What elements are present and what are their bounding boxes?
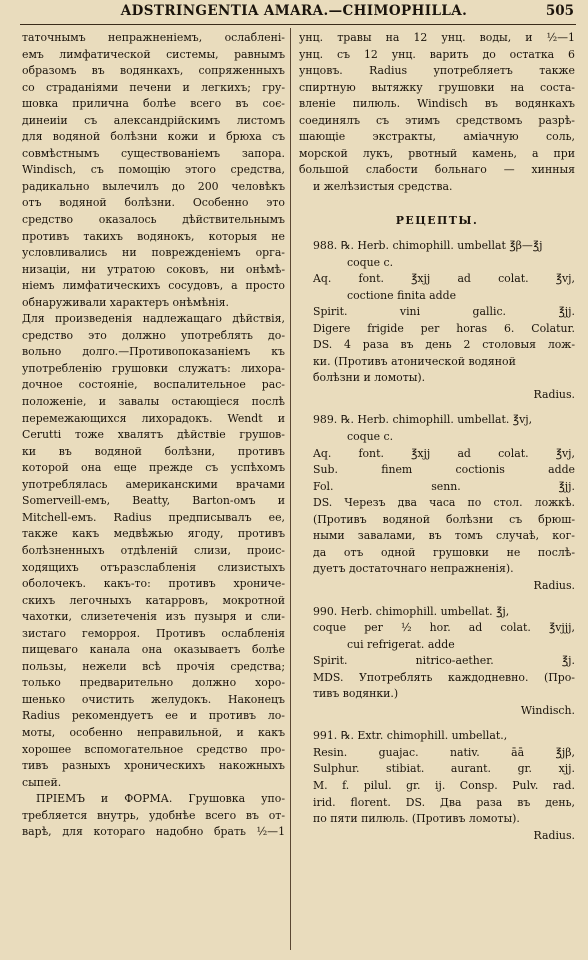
- recipe-line: Digere frigide per horas 6. Colatur.: [313, 321, 575, 335]
- text-line: требляется внутрь, удобнѣе всего въ от-: [22, 808, 285, 822]
- recipe-line: Spirit. nitrico-aether. ℥j.: [313, 654, 575, 668]
- recipe-author: Radius.: [533, 578, 575, 592]
- text-line: динеиiи съ александрiйскимъ листомъ: [22, 113, 285, 127]
- recipe-line: 991. ℞. Extr. chimophill. umbellat.,: [313, 729, 508, 743]
- text-line: моты, особенно неправильной, и какъ: [22, 725, 285, 739]
- recipe-line: 990. Herb. chimophill. umbellat. ℥j,: [313, 604, 510, 618]
- recipe-line: Spirit. vini gallic. ℥jj.: [313, 305, 575, 319]
- recipe-line: coque c.: [347, 255, 394, 269]
- text-line: большой слабости больнаго — хинныя: [299, 163, 575, 177]
- text-line: соединялъ съ этимъ средствомъ разрѣ-: [299, 113, 575, 127]
- recipe-line: Resin. guajac. nativ. āā ℥jβ,: [313, 745, 575, 759]
- running-header: [0, 3, 588, 23]
- recipe-line: дуетъ достаточнаго непражненiя).: [313, 562, 514, 576]
- recipe-author: Windisch.: [520, 703, 575, 717]
- recipe-line: irid. florent. DS. Два раза въ день,: [313, 795, 575, 809]
- recipe-line: ными завалами, въ томъ случаѣ, ког-: [313, 529, 575, 543]
- text-line: пищеваго канала она оказываетъ болѣе: [22, 643, 285, 657]
- text-line: средство это должно употреблять до-: [22, 328, 285, 342]
- recipe-line: ки. (Противъ атонической водяной: [313, 354, 516, 368]
- text-line: тивъ разныхъ хроническихъ накожныхъ: [22, 759, 285, 773]
- left-column: [22, 30, 285, 841]
- recipe-block: [299, 728, 575, 844]
- text-line: варѣ, для котораго надобно брать ½—1: [22, 825, 285, 839]
- recipe-block: [299, 604, 575, 720]
- recipe-line: Aq. font. ℥xjj ad colat. ℥vj,: [313, 446, 575, 460]
- recipe-line: болѣзни и ломоты).: [313, 371, 426, 385]
- text-line: шающiе экстракты, амiачную соль,: [299, 130, 575, 144]
- recipe-line: DS. Черезъ два часа по стол. ложкѣ.: [313, 496, 575, 510]
- spacer: [299, 719, 575, 728]
- text-line: спиртную вытяжку грушовки на соста-: [299, 80, 575, 94]
- recipe-line: Fol. senn. ℥jj.: [313, 479, 575, 493]
- text-line: сыпей.: [22, 775, 62, 789]
- recipe-line: Sub. finem coctionis adde: [313, 463, 575, 477]
- spacer: [299, 844, 575, 853]
- text-line: Для произведенiя надлежащаго дѣйствiя,: [22, 312, 285, 326]
- recipe-line: 989. ℞. Herb. chimophill. umbellat. ℥vj,: [313, 413, 533, 427]
- recipe-line: DS. 4 раза въ день 2 столовыя лож-: [313, 338, 575, 352]
- text-line: радикально вылечилъ до 200 человѣкъ: [22, 179, 285, 193]
- text-line: Windisch, съ помощiю этого средства,: [22, 163, 285, 177]
- recipe-line: MDS. Употреблять каждодневно. (Про-: [313, 670, 575, 684]
- recipe-line: M. f. pilul. gr. ij. Consp. Pulv. rad.: [313, 778, 575, 792]
- text-line: положенiе, и завалы остающiеся послѣ: [22, 395, 285, 409]
- text-line: емъ лимфатической системы, равнымъ: [22, 47, 285, 61]
- text-line: Mitchell-емъ. Radius предписывалъ ее,: [22, 510, 285, 524]
- text-line: нiемъ лимфатическихъ сосудовъ, а просто: [22, 279, 285, 293]
- text-line: чахотки, слизетеченiя изъ пузыря и сли-: [22, 610, 285, 624]
- text-line: шовка прилична болѣе всего въ соє-: [22, 97, 285, 111]
- spacer: [299, 595, 575, 604]
- text-line: низацiи, ни утратою соковъ, ни онѣмѣ-: [22, 262, 285, 276]
- text-line: обнаруживали характеръ онѣмѣнiя.: [22, 295, 230, 309]
- recipe-line: (Противъ водяной болѣзни съ брюш-: [313, 512, 575, 526]
- section-heading: РЕЦЕПТЫ.: [395, 214, 479, 228]
- text-line: скихъ легочныхъ катарровъ, мокротной: [22, 593, 285, 607]
- text-line: дочное состоянiе, воспалительное рас-: [22, 378, 285, 392]
- recipe-line: 988. ℞. Herb. chimophill. umbellat ℥β—℥j: [313, 239, 543, 253]
- text-line: условливались ни поврежденiемъ орга-: [22, 246, 285, 260]
- running-title: ADSTRINGENTIA AMARA.—CHIMOPHILLA.: [120, 3, 468, 19]
- recipe-line: coque c.: [347, 430, 394, 444]
- text-line: со страданiями печени и легкихъ; гру-: [22, 80, 285, 94]
- page-number: 505: [545, 3, 574, 19]
- text-line: Radius рекомендуетъ ее и противъ ло-: [22, 709, 285, 723]
- text-line: болѣзненныхъ отдѣленiй слизи, проис-: [22, 543, 285, 557]
- text-line: ки въ водяной болѣзни, противъ: [22, 444, 285, 458]
- recipe-author: Radius.: [533, 828, 575, 842]
- recipe-block: [299, 412, 575, 594]
- recipe-line: да отъ одной грушовки не послѣ-: [313, 545, 575, 559]
- text-line: совмѣстнымъ существованiемъ запора.: [22, 146, 285, 160]
- text-line: ходящихъ отъразслабленiя слизистыхъ: [22, 560, 285, 574]
- text-line: употребленiю грушовки служатъ: лихора-: [22, 361, 285, 375]
- recipe-line: по пяти пилюль. (Противъ ломоты).: [313, 812, 520, 826]
- text-line: шенько очистить желудокъ. Наконецъ: [22, 692, 285, 706]
- text-line: ПРIЕМЪ и ФОРМА. Грушовка упо-: [36, 792, 285, 806]
- text-line: пользы, нежели всѣ прочiя средства;: [22, 659, 285, 673]
- text-line: Somervеill-емъ, Beatty, Barton-омъ и: [22, 494, 285, 508]
- text-line: также какъ медвѣжью ягоду, противъ: [22, 527, 285, 541]
- recipe-line: Sulphur. stibiat. aurant. gr. xjj.: [313, 762, 575, 776]
- text-line: морской лукъ, рвотный камень, а при: [299, 146, 575, 160]
- text-line: хорошее вспомогательное средство про-: [22, 742, 285, 756]
- text-line: унц. травы на 12 унц. воды, и ½—1: [299, 31, 575, 44]
- header-rule: [20, 24, 576, 25]
- text-line: унц. съ 12 унц. варить до остатка 6: [299, 47, 575, 61]
- text-line: образомъ въ водянкахъ, сопряженныхъ: [22, 64, 285, 78]
- text-line: противъ такихъ водянокъ, которыя не: [22, 229, 285, 243]
- text-line: только предварительно должно хоро-: [22, 676, 285, 690]
- text-line: отъ водяной болѣзни. Особенно это: [22, 196, 285, 210]
- recipe-line: coque per ½ hor. ad colat. ℥vjjj,: [313, 621, 575, 635]
- text-line: вольно долго.—Противопоказанiемъ къ: [22, 345, 285, 359]
- text-line: унцовъ. Radius употребляетъ также: [299, 64, 575, 78]
- recipe-line: cui refrigerat. adde: [347, 637, 455, 651]
- text-line: перемежающихся лихорадокъ. Wendt и: [22, 411, 285, 425]
- text-line: зистаго геморроя. Противъ ослабленiя: [22, 626, 285, 640]
- recipe-line: Aq. font. ℥xjj ad colat. ℥vj,: [313, 272, 575, 286]
- text-line: таточнымъ непражненiемъ, ослабленi-: [22, 31, 285, 44]
- text-line: которой она еще прежде съ успѣхомъ: [22, 461, 285, 475]
- text-line: и желѣзистыя средства.: [313, 179, 453, 193]
- text-line: употреблялась американскими врачами: [22, 477, 285, 491]
- right-column: [299, 30, 575, 853]
- text-line: для водяной болѣзни кожи и брюха съ: [22, 130, 285, 144]
- spacer: [299, 403, 575, 412]
- recipe-line: тивъ водянки.): [313, 687, 399, 701]
- text-line: оболочекъ. какъ-то: противъ хрониче-: [22, 577, 285, 591]
- text-line: Cerutti тоже хвалятъ дѣйствiе грушов-: [22, 428, 285, 442]
- recipe-block: [299, 238, 575, 403]
- text-line: вленiе пилюль. Windisch въ водянкахъ: [299, 97, 575, 111]
- recipe-line: coctione finita adde: [347, 288, 457, 302]
- text-line: средство оказалось дѣйствительнымъ: [22, 213, 285, 227]
- recipe-author: Radius.: [533, 387, 575, 401]
- column-divider: [290, 28, 291, 950]
